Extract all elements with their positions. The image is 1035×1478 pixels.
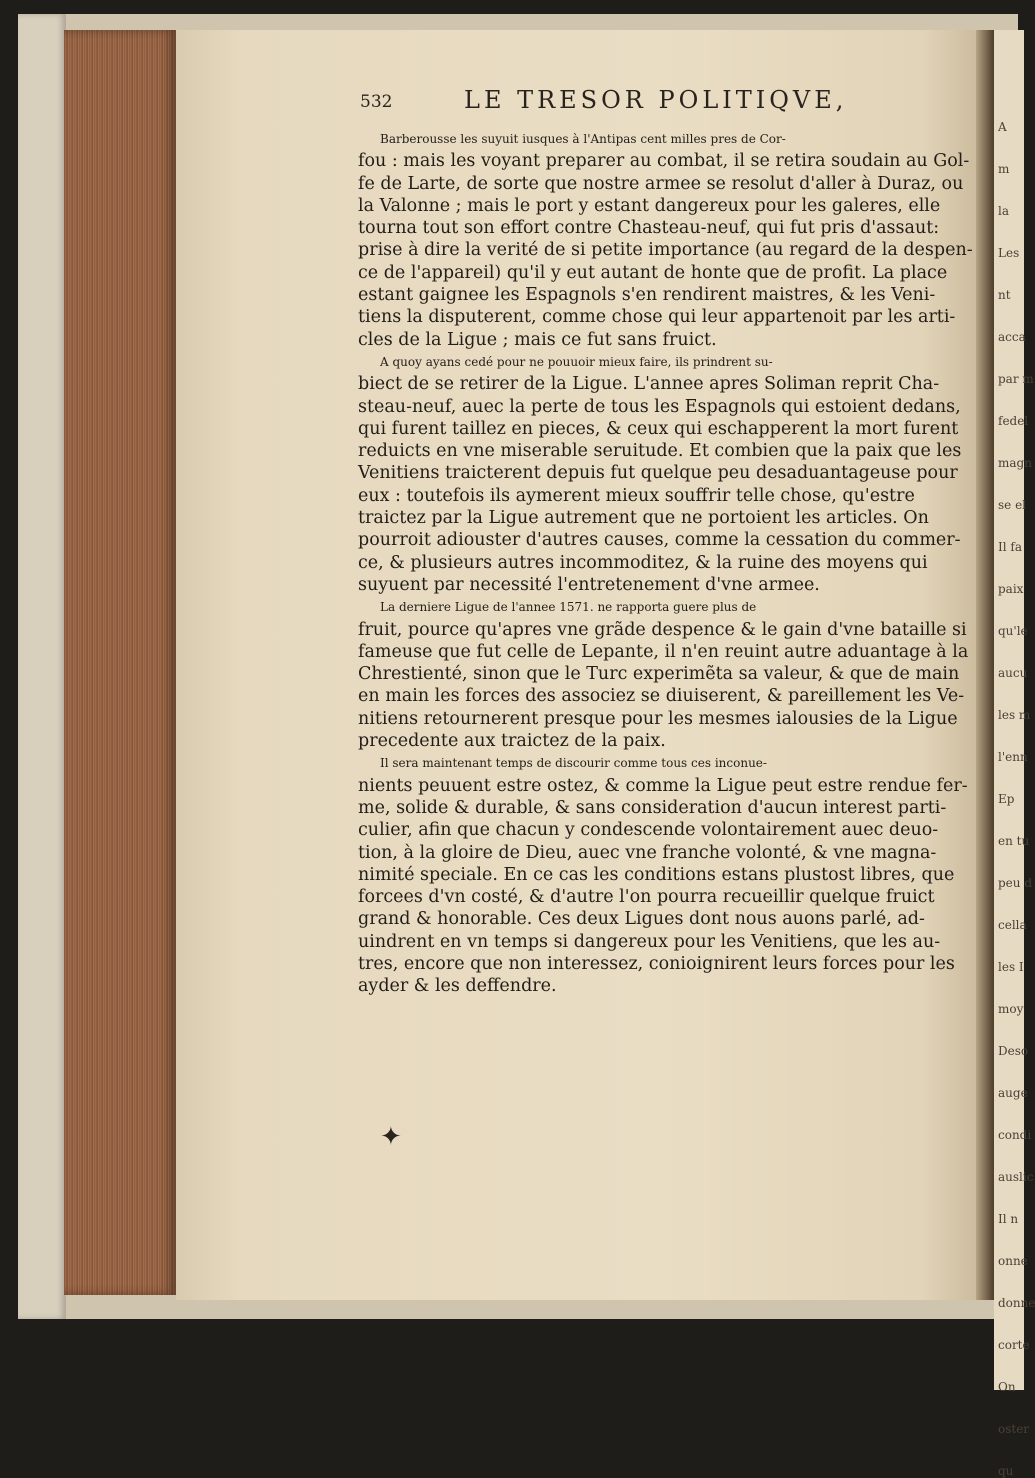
text-line: nitiens retournerent presque pour les mesmes ialousies de la Ligue [358,708,958,729]
next-page-fragment: les I [998,960,1024,974]
next-page-fragment: Il n [998,1212,1019,1226]
running-title: LE TRESOR POLITIQVE, [464,86,848,114]
next-page-fragment: A [998,120,1007,134]
body-text [358,128,978,998]
next-page-fragment: m [998,162,1010,176]
text-line: fou : mais les voyant preparer au combat, il se retira soudain au Gol- [358,151,970,172]
text-line: suyuent par necessité l'entretenement d'vne armee. [358,574,820,595]
printer-ornament: ✦ [380,1122,402,1152]
next-page-fragment: en tu [998,834,1030,848]
text-line: Il sera maintenant temps de discourir comme tous ces inconue- [380,756,767,771]
text-line: ayder & les deffendre. [358,976,557,997]
next-page-fragment: onne [998,1254,1028,1268]
text-line: en main les forces des associez se diuiserent, & pareillement les Ve- [358,686,965,707]
text-line: uindrent en vn temps si dangereux pour les Venitiens, que les au- [358,931,941,952]
next-page-edge [994,30,1035,1478]
next-page-fragment: acca [998,330,1026,344]
text-line: reduicts en vne miserable seruitude. Et combien que la paix que les [358,441,962,462]
page-header [360,86,970,120]
next-page-fragment: les m [998,708,1031,722]
next-page-fragment: paix [998,582,1024,596]
next-page-fragment: auslic [998,1170,1034,1184]
text-line: Chrestienté, sinon que le Turc experimẽta sa valeur, & que de main [358,664,960,685]
next-page-fragment: par m [998,372,1034,386]
next-page-fragment: auge [998,1086,1028,1100]
book-cover-edge [18,14,66,1319]
text-line: steau-neuf, auec la perte de tous les Espagnols qui estoient dedans, [358,396,961,417]
text-line: fruit, pource qu'apres vne grãde despence & le gain d'vne bataille si [358,619,967,640]
text-line: nients peuuent estre ostez, & comme la Ligue peut estre rendue fer- [358,775,968,796]
next-page-fragment: corte [998,1338,1030,1352]
next-page-fragment: Deso [998,1044,1029,1058]
next-page-fragment: On [998,1380,1016,1394]
next-page-fragment: se el [998,498,1027,512]
text-line: precedente aux traictez de la paix. [358,731,666,752]
page-block-edge [64,30,176,1295]
page-number: 532 [360,92,393,112]
text-line: Venitiens traicterent depuis fut quelque peu desaduantageuse pour [358,463,958,484]
next-page-fragment: Il fa [998,540,1022,554]
text-line: A quoy ayans cedé pour ne pouuoir mieux faire, ils prindrent su- [380,354,773,369]
text-line: Barberousse les suyuit iusques à l'Antipas cent milles pres de Cor- [380,132,786,146]
text-line: cles de la Ligue ; mais ce fut sans fruict. [358,329,717,350]
text-line: ce de l'appareil) qu'il y eut autant de honte que de profit. La place [358,262,948,283]
text-line: La derniere Ligue de l'annee 1571. ne rapporta guere plus de [380,600,757,615]
text-line: grand & honorable. Ces deux Ligues dont nous auons parlé, ad- [358,909,925,930]
next-page-fragment: oster [998,1422,1030,1436]
text-line: tiens la disputerent, comme chose qui leur appartenoit par les arti- [358,307,956,328]
next-page-fragment: qu'le [998,624,1028,638]
text-line: culier, afin que chacun y condescende volontairement auec deuo- [358,820,939,841]
next-page-fragment: Les [998,246,1020,260]
text-line: me, solide & durable, & sans consideration d'aucun interest parti- [358,797,947,818]
next-page-fragment: nt [998,288,1011,302]
text-line: la Valonne ; mais le port y estant dangereux pour les galeres, elle [358,195,941,216]
text-line: nimité speciale. En ce cas les conditions estans plustost libres, que [358,864,955,885]
text-line: ce, & plusieurs autres incommoditez, & la ruine des moyens qui [358,552,928,573]
text-line: pourroit adiouster d'autres causes, comme la cessation du commer- [358,530,961,551]
next-page-fragment: la [998,204,1009,218]
text-line: traictez par la Ligue autrement que ne portoient les articles. On [358,508,929,529]
next-page-fragment: l'enn [998,750,1028,764]
next-page-fragment: aucu [998,666,1028,680]
text-line: estant gaignee les Espagnols s'en rendirent maistres, & les Veni- [358,285,936,306]
next-page-fragment: qu [998,1464,1014,1478]
next-page-fragment: peu d [998,876,1033,890]
next-page-fragment: cella [998,918,1027,932]
text-line: fameuse que fut celle de Lepante, il n'en reuint autre aduantage à la [358,641,969,662]
text-line: tres, encore que non interessez, conioignirent leurs forces pour les [358,953,955,974]
text-line: biect de se retirer de la Ligue. L'annee apres Soliman reprit Cha- [358,374,940,395]
text-line: qui furent taillez en pieces, & ceux qui eschapperent la mort furent [358,418,959,439]
text-line: fe de Larte, de sorte que nostre armee se resolut d'aller à Duraz, ou [358,173,964,194]
next-page-fragment: fedel [998,414,1029,428]
next-page-fragment: magn [998,456,1032,470]
next-page-fragment: Ep [998,792,1015,806]
next-page-fragment: donne [998,1296,1035,1310]
text-line: eux : toutefois ils aymerent mieux souffrir telle chose, qu'estre [358,485,915,506]
next-page-fragment: moy [998,1002,1024,1016]
text-line: prise à dire la verité de si petite importance (au regard de la despen- [358,240,973,261]
next-page-fragment: condi [998,1128,1032,1142]
text-line: forcees d'vn costé, & d'autre l'on pourra recueillir quelque fruict [358,887,935,908]
text-line: tion, à la gloire de Dieu, auec vne franche volonté, & vne magna- [358,842,937,863]
text-line: tourna tout son effort contre Chasteau-neuf, qui fut pris d'assaut: [358,218,940,239]
